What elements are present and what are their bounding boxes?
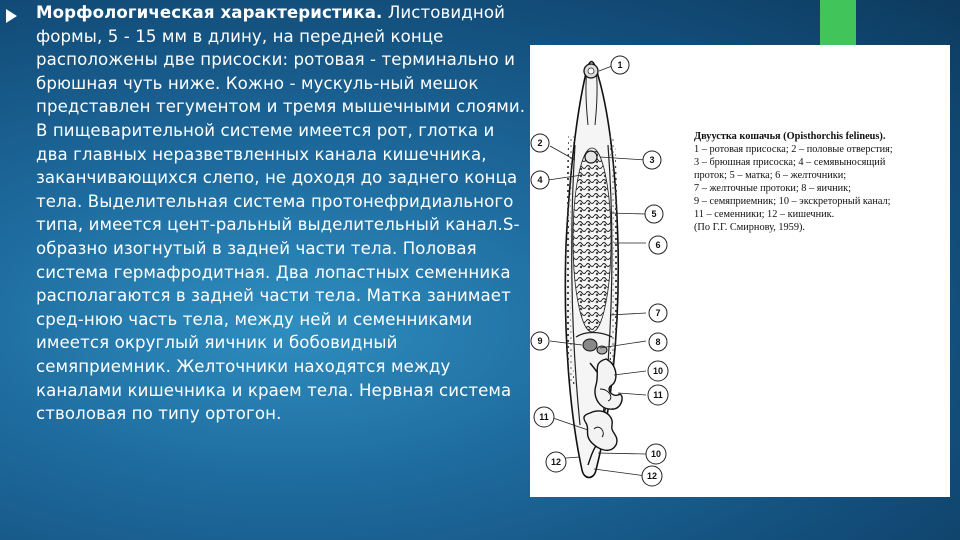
caption-line: Двуустка кошачья (Opisthorchis felineus).: [694, 131, 886, 142]
label-5: [645, 205, 663, 223]
bullet-arrow-icon: [6, 9, 17, 23]
figure-panel: [530, 45, 950, 497]
label-7: [649, 304, 667, 322]
paragraph: Листовидной формы, 5 - 15 мм в длину, на передней конце расположены две присоски: ротовая - терминально и брюшная чуть ниже. Кожно - мускуль-ный мешок представлен тегументом и тремя мышечными слоями. В пищеварительной системе имеется рот, глотка и два главных неразветвленных канала кишечника, заканчивающихся слепо, не доходя до заднего конца тела. Выделительная система протонефридиального типа, имеется цент-ральный выделительный канал.S-образно изогнутый в задней части тела. Половая система гермафродитная. Два лопастных семенника располагаются в задней части тела. Матка занимает сред-нюю часть тела, между ней и семенниками имеется округлый яичник и бобовидный семяприемник. Желточники находятся между каналами кишечника и краем тела. Нервная система стволовая по типу ортогон.: [36, 3, 526, 424]
label-11b: [534, 407, 554, 427]
label-12b: [642, 466, 662, 486]
label-6: [649, 236, 667, 254]
label-8: [649, 333, 667, 351]
fluke-diagram: [530, 45, 950, 497]
label-12a: [546, 452, 566, 472]
svg-text:2: 2: [537, 138, 543, 148]
accent-bar: [820, 0, 856, 46]
body-text: [36, 1, 526, 426]
svg-text:10: 10: [652, 366, 664, 376]
label-1: [611, 56, 629, 74]
svg-text:8: 8: [655, 337, 661, 347]
label-10b: [646, 444, 666, 464]
caption-line: проток; 5 – матка; 6 – желточники;: [694, 170, 847, 181]
svg-text:3: 3: [649, 155, 655, 165]
caption-line: (По Г.Г. Смирнову, 1959).: [694, 222, 805, 233]
svg-text:12: 12: [550, 457, 562, 467]
svg-text:6: 6: [655, 240, 661, 250]
caption-line: 1 – ротовая присоска; 2 – половые отверстия;: [694, 144, 893, 155]
label-11a: [648, 385, 668, 405]
svg-text:7: 7: [655, 308, 661, 318]
heading: Морфологическая характеристика.: [36, 3, 383, 22]
svg-text:11: 11: [653, 390, 663, 400]
caption-line: 11 – семенники; 12 – кишечник.: [694, 209, 835, 220]
label-3: [643, 151, 661, 169]
label-4: [531, 171, 549, 189]
caption-line: 7 – желточные протоки; 8 – яичник;: [694, 183, 852, 194]
svg-text:10: 10: [650, 449, 662, 459]
label-9: [531, 332, 549, 350]
caption-line: 9 – семяприемник; 10 – экскреторный канал;: [694, 196, 891, 207]
caption-line: 3 – брюшная присоска; 4 – семявыносящий: [694, 157, 886, 168]
svg-text:4: 4: [537, 175, 543, 185]
label-10a: [648, 361, 668, 381]
svg-text:9: 9: [537, 336, 543, 346]
svg-text:11: 11: [539, 412, 549, 422]
svg-text:12: 12: [646, 471, 658, 481]
ventral-sucker: [585, 151, 597, 163]
svg-text:5: 5: [651, 209, 657, 219]
figure-caption: [694, 130, 948, 234]
svg-text:1: 1: [617, 60, 623, 70]
testis-1: [595, 359, 622, 409]
label-2: [531, 134, 549, 152]
